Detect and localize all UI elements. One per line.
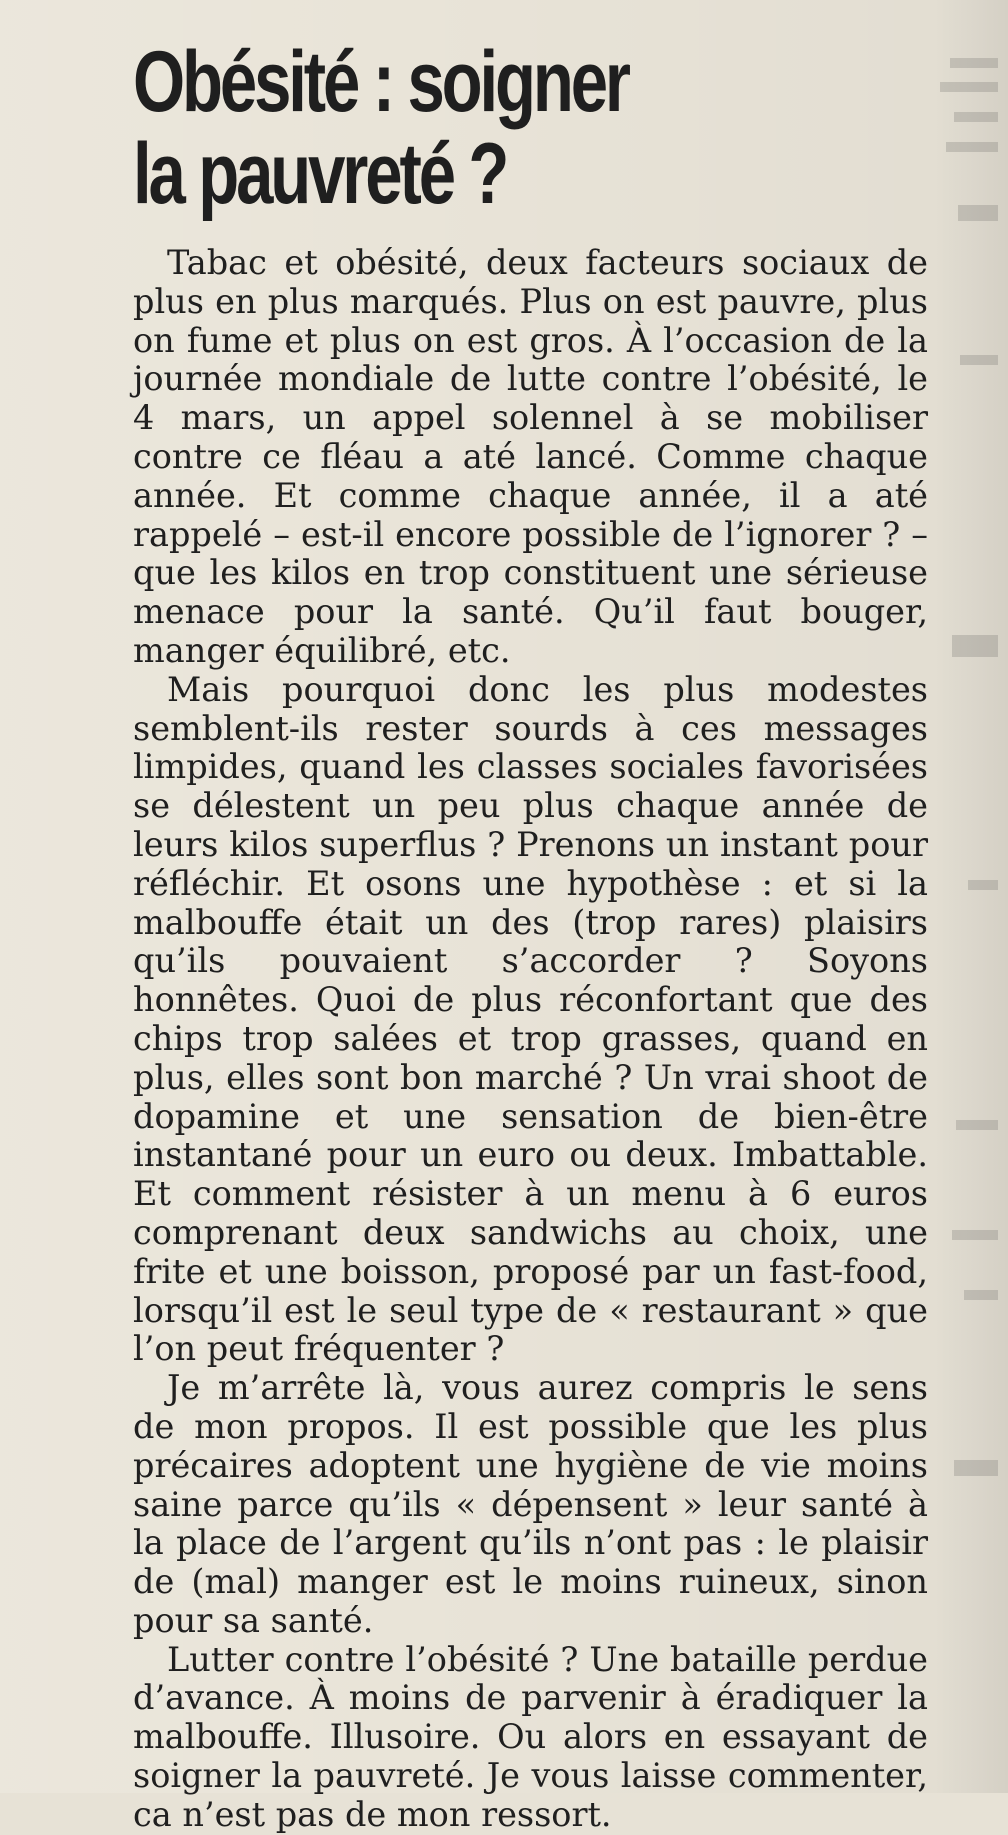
bleed-mark xyxy=(952,1230,998,1240)
bleed-mark xyxy=(950,58,998,68)
bleed-mark xyxy=(960,355,998,365)
bleed-mark xyxy=(968,880,998,890)
bleed-mark xyxy=(952,635,998,657)
paragraph-4: Lutter contre l’obésité ? Une bataille perdue d’avance. À moins de parvenir à éradiquer la malbouffe. Illusoire. Ou alors en essayant de soigner la pauvreté. Je vous laisse commenter, ca n’est pas de mon ressort. xyxy=(133,1639,928,1834)
headline-line-1: Obésité : soigner xyxy=(133,34,628,130)
bleed-mark xyxy=(954,1460,998,1476)
article xyxy=(133,36,928,1835)
bleed-mark xyxy=(964,1290,998,1300)
bleed-mark xyxy=(946,142,998,152)
headline-line-2: la pauvreté ? xyxy=(133,126,507,222)
article-headline xyxy=(133,36,921,220)
bleed-mark xyxy=(954,112,998,122)
adjacent-column-bleed xyxy=(934,0,1008,1793)
paragraph-3: Je m’arrête là, vous aurez compris le sens de mon propos. Il est possible que les plus précaires adoptent une hygiène de vie moins saine parce qu’ils « dépensent » leur santé à la place de l’argent qu’ils n’ont pas : le plaisir de (mal) manger est le moins ruineux, sinon pour sa santé. xyxy=(133,1368,928,1640)
article-body xyxy=(133,244,928,1835)
bleed-mark xyxy=(956,1120,998,1130)
bleed-mark xyxy=(940,82,998,92)
bleed-mark xyxy=(958,205,998,221)
paragraph-1: Tabac et obésité, deux facteurs sociaux de plus en plus marqués. Plus on est pauvre, plus on fume et plus on est gros. À l’occasion de la journée mondiale de lutte contre l’obésité, le 4 mars, un appel solennel à se mobiliser contre ce fléau a até lancé. Comme chaque année. Et comme chaque année, il a até rappelé – est-il encore possible de l’ignorer ? – que les kilos en trop constituent une sérieuse menace pour la santé. Qu’il faut bouger, manger équilibré, etc. xyxy=(133,243,928,670)
paragraph-2: Mais pourquoi donc les plus modestes semblent-ils rester sourds à ces messages limpides, quand les classes sociales favorisées se délestent un peu plus chaque année de leurs kilos superflus ? Prenons un instant pour réfléchir. Et osons une hypothèse : et si la malbouffe était un des (trop rares) plaisirs qu’ils pouvaient s’accorder ? Soyons honnêtes. Quoi de plus réconfortant que des chips trop salées et trop grasses, quand en plus, elles sont bon marché ? Un vrai shoot de dopamine et une sensation de bien-être instantané pour un euro ou deux. Imbattable. Et comment résister à un menu à 6 euros comprenant deux sandwichs au choix, une frite et une boisson, proposé par un fast-food, lorsqu’il est le seul type de « restaurant » que l’on peut fréquenter ? xyxy=(133,669,928,1369)
